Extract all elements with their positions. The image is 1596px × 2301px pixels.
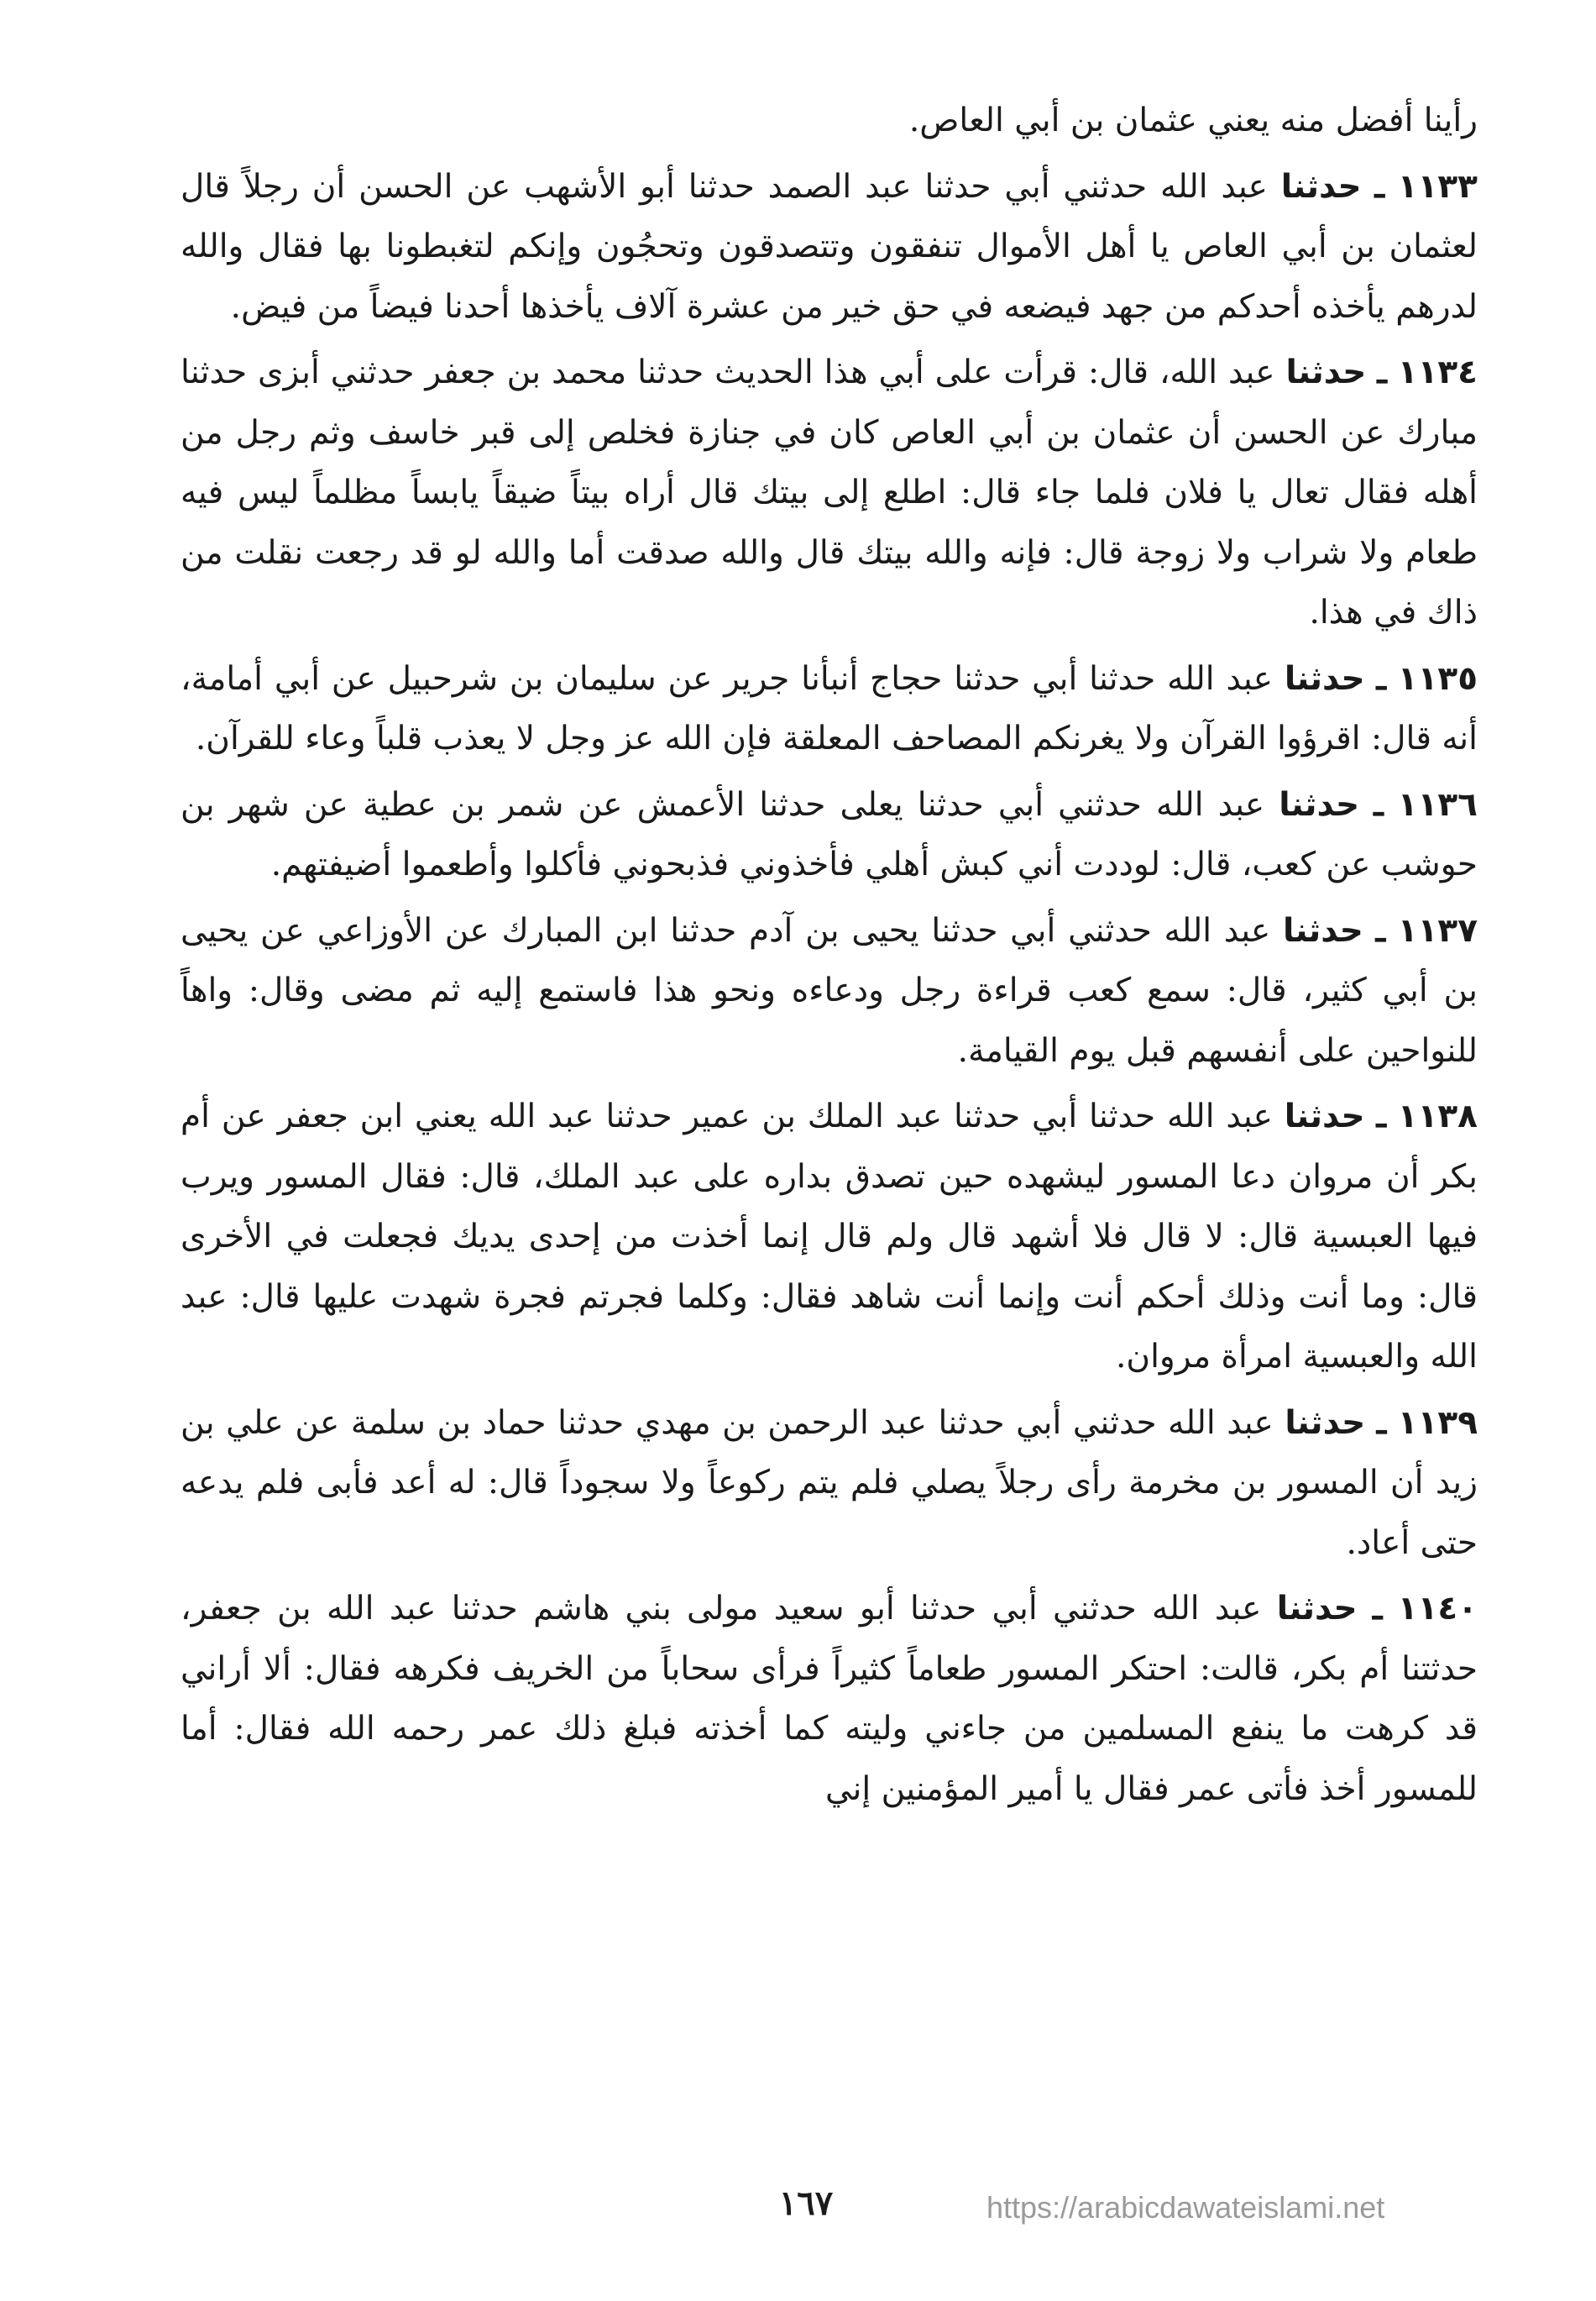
hadith-text: عبد الله حدثني أبي حدثنا أبو سعيد مولى بني هاشم حدثنا عبد الله بن جعفر، حدثتنا أم بكر، قالت: احتكر المسور طعاماً كثيراً فرأى سحاباً من الخريف فكرهه فقال: ألا أراني قد كرهت ما ينفع المسلمين من جاءني وليته كما أخذته فبلغ ذلك عمر رحمه الله فقال: أما للمسور أخذ فأتى عمر فقال يا أمير المؤمنين إني bbox=[181, 1590, 1478, 1808]
page-body-text bbox=[181, 91, 1478, 1825]
page-number: ١٦٧ bbox=[778, 2183, 834, 2223]
hadith-number: ١١٣٩ bbox=[1397, 1403, 1478, 1442]
hadith-1135: ١١٣٥ ـ حدثنا عبد الله حدثنا أبي حدثنا حجاج أنبأنا جرير عن سليمان بن شرحبيل عن أبي أمامة، أنه قال: اقرؤوا القرآن ولا يغرنكم المصاحف المعلقة فإن الله عز وجل لا يعذب قلباً وعاء للقرآن. bbox=[181, 658, 1478, 757]
hadith-text: عبد الله حدثنا أبي حدثنا حجاج أنبأنا جرير عن سليمان بن شرحبيل عن أبي أمامة، أنه قال: اقرؤوا القرآن ولا يغرنكم المصاحف المعلقة فإن الله عز وجل لا يعذب قلباً وعاء للقرآن. bbox=[181, 659, 1478, 757]
hadith-keyword: حدثنا bbox=[1279, 785, 1360, 824]
hadith-number: ١١٣٧ bbox=[1397, 911, 1478, 950]
hadith-1136: ١١٣٦ ـ حدثنا عبد الله حدثني أبي حدثنا يعلى حدثنا الأعمش عن شمر بن عطية عن شهر بن حوشب عن كعب، قال: لوددت أني كبش أهلي فأخذوني فذبحوني فأكلوا وأطعموا أضيفتهم. bbox=[181, 784, 1478, 883]
hadith-1140: ١١٤٠ ـ حدثنا عبد الله حدثني أبي حدثنا أبو سعيد مولى بني هاشم حدثنا عبد الله بن جعفر، حدثتنا أم بكر، قالت: احتكر المسور طعاماً كثيراً فرأى سحاباً من الخريف فكرهه فقال: ألا أراني قد كرهت ما ينفع المسلمين من جاءني وليته كما أخذته فبلغ ذلك عمر رحمه الله فقال: أما للمسور أخذ فأتى عمر فقال يا أمير المؤمنين إني bbox=[181, 1589, 1478, 1808]
hadith-1138: ١١٣٨ ـ حدثنا عبد الله حدثنا أبي حدثنا عبد الملك بن عمير حدثنا عبد الله يعني ابن جعفر عن أم بكر أن مروان دعا المسور ليشهده حين تصدق بداره على عبد الملك، قال: فقال المسور ويرب فيها العبسية قال: لا قال فلا أشهد قال ولم قال إنما أخذت من إحدى يديك فجعلت في الأخرى قال: وما أنت وذلك أحكم أنت وإنما أنت شاهد فقال: وكلما فجرتم فجرة شهدت عليها قال: عبد الله والعبسية امرأة مروان. bbox=[181, 1097, 1478, 1376]
hadith-1137: ١١٣٧ ـ حدثنا عبد الله حدثني أبي حدثنا يحيى بن آدم حدثنا ابن المبارك عن الأوزاعي عن يحيى بن أبي كثير، قال: سمع كعب قراءة رجل ودعاءه ونحو هذا فاستمع إليه ثم مضى وقال: واهاً للنواحين على أنفسهم قبل يوم القيامة. bbox=[181, 910, 1478, 1070]
hadith-text: عبد الله حدثنا أبي حدثنا عبد الملك بن عمير حدثنا عبد الله يعني ابن جعفر عن أم بكر أن مروان دعا المسور ليشهده حين تصدق بداره على عبد الملك، قال: فقال المسور ويرب فيها العبسية قال: لا قال فلا أشهد قال ولم قال إنما أخذت من إحدى يديك فجعلت في الأخرى قال: وما أنت وذلك أحكم أنت وإنما أنت شاهد فقال: وكلما فجرتم فجرة شهدت عليها قال: عبد الله والعبسية امرأة مروان. bbox=[181, 1098, 1478, 1376]
hadith-1134: ١١٣٤ ـ حدثنا عبد الله، قال: قرأت على أبي هذا الحديث حدثنا محمد بن جعفر حدثني أبزى حدثنا مبارك عن الحسن أن عثمان بن أبي العاص كان في جنازة فخلص إلى قبر خاسف وثم رجل من أهله فقال تعال يا فلان فلما جاء قال: اطلع إلى بيتك قال أراه بيتاً ضيقاً يابساً مظلماً ليس فيه طعام ولا شراب ولا زوجة قال: فإنه والله بيتك قال والله صدقت أما والله لو قد رجعت نقلت من ذاك في هذا. bbox=[181, 353, 1478, 632]
hadith-text: عبد الله، قال: قرأت على أبي هذا الحديث حدثنا محمد بن جعفر حدثني أبزى حدثنا مبارك عن الحسن أن عثمان بن أبي العاص كان في جنازة فخلص إلى قبر خاسف وثم رجل من أهله فقال تعال يا فلان فلما جاء قال: اطلع إلى بيتك قال أراه بيتاً ضيقاً يابساً مظلماً ليس فيه طعام ولا شراب ولا زوجة قال: فإنه والله بيتك قال والله صدقت أما والله لو قد رجعت نقلت من ذاك في هذا. bbox=[181, 354, 1478, 632]
continued-text-line: رأينا أفضل منه يعني عثمان بن أبي العاص. bbox=[908, 102, 1478, 139]
hadith-text: عبد الله حدثني أبي حدثنا يعلى حدثنا الأعمش عن شمر بن عطية عن شهر بن حوشب عن كعب، قال: لوددت أني كبش أهلي فأخذوني فذبحوني فأكلوا وأطعموا أضيفتهم. bbox=[181, 785, 1478, 883]
hadith-keyword: حدثنا bbox=[1285, 1403, 1366, 1442]
hadith-keyword: حدثنا bbox=[1284, 659, 1365, 698]
watermark-url: https://arabicdawateislami.net bbox=[986, 2190, 1385, 2225]
hadith-1133: ١١٣٣ ـ حدثنا عبد الله حدثني أبي حدثنا عبد الصمد حدثنا أبو الأشهب عن الحسن أن رجلاً قال لعثمان بن أبي العاص يا أهل الأموال تنفقون وتتصدقون وتحجُون وإنكم لتغبطونا بها فقال والله لدرهم يأخذه أحدكم من جهد فيضعه في حق خير من عشرة آلاف يأخذها أحدنا فيضاً من فيض. bbox=[181, 166, 1478, 326]
hadith-number: ١١٣٦ bbox=[1397, 785, 1478, 824]
hadith-keyword: حدثنا bbox=[1285, 354, 1367, 391]
hadith-text: عبد الله حدثني أبي حدثنا يحيى بن آدم حدثنا ابن المبارك عن الأوزاعي عن يحيى بن أبي كثير، قال: سمع كعب قراءة رجل ودعاءه ونحو هذا فاستمع إليه ثم مضى وقال: واهاً للنواحين على أنفسهم قبل يوم القيامة. bbox=[181, 911, 1478, 1070]
hadith-text: عبد الله حدثني أبي حدثنا عبد الرحمن بن مهدي حدثنا حماد بن سلمة عن علي بن زيد أن المسور بن مخرمة رأى رجلاً يصلي فلم يتم ركوعاً ولا سجوداً قال: له أعد فأبى فلم يدعه حتى أعاد. bbox=[181, 1403, 1478, 1562]
hadith-number: ١١٣٥ bbox=[1397, 659, 1478, 698]
hadith-1139: ١١٣٩ ـ حدثنا عبد الله حدثني أبي حدثنا عبد الرحمن بن مهدي حدثنا حماد بن سلمة عن علي بن زيد أن المسور بن مخرمة رأى رجلاً يصلي فلم يتم ركوعاً ولا سجوداً قال: له أعد فأبى فلم يدعه حتى أعاد. bbox=[181, 1402, 1478, 1562]
hadith-keyword: حدثنا bbox=[1276, 1590, 1358, 1627]
hadith-keyword: حدثنا bbox=[1283, 911, 1363, 950]
hadith-text: عبد الله حدثني أبي حدثنا عبد الصمد حدثنا أبو الأشهب عن الحسن أن رجلاً قال لعثمان بن أبي العاص يا أهل الأموال تنفقون وتتصدقون وتحجُون وإنكم لتغبطونا بها فقال والله لدرهم يأخذه أحدكم من جهد فيضعه في حق خير من عشرة آلاف يأخذها أحدنا فيضاً من فيض. bbox=[181, 167, 1478, 326]
hadith-number: ١١٣٤ bbox=[1397, 354, 1478, 391]
hadith-number: ١١٣٨ bbox=[1397, 1098, 1478, 1135]
hadith-number: ١١٤٠ bbox=[1397, 1590, 1478, 1627]
hadith-keyword: حدثنا bbox=[1284, 1098, 1365, 1135]
hadith-keyword: حدثنا bbox=[1280, 167, 1362, 206]
hadith-number: ١١٣٣ bbox=[1397, 167, 1478, 206]
